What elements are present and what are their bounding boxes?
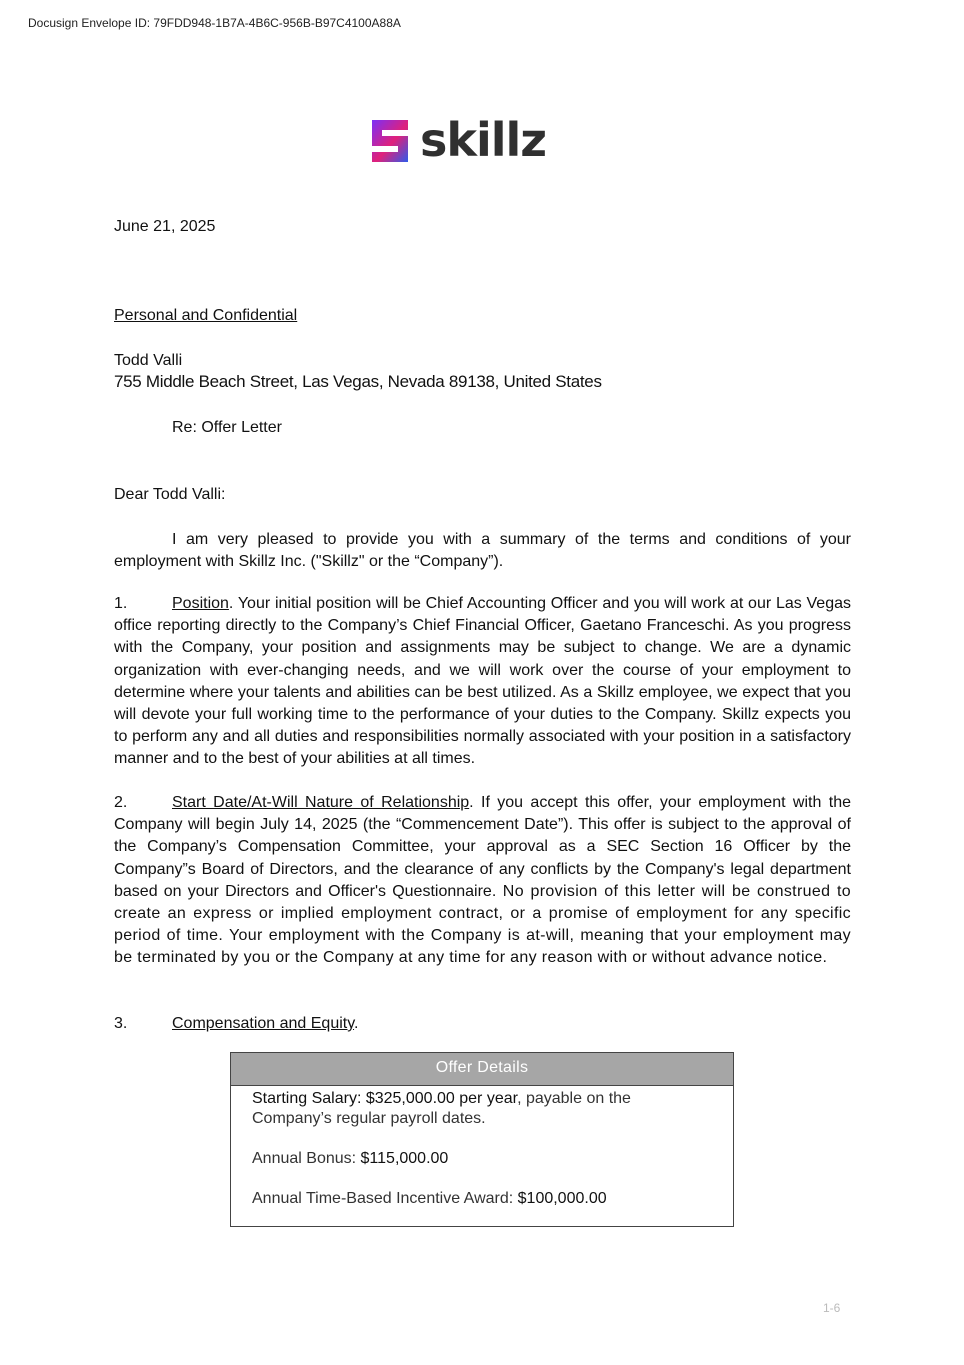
section-title: Compensation and Equity [172,1015,355,1032]
offer-details-body [231,1086,733,1209]
bonus-value: $115,000.00 [360,1150,449,1167]
skillz-logo-icon [368,114,596,166]
recipient-name: Todd Valli [114,352,183,369]
bonus-row [252,1149,713,1169]
section-body: . [354,1015,359,1032]
offer-details-header: Offer Details [231,1053,733,1086]
recipient-address: 755 Middle Beach Street, Las Vegas, Nevada 89138, United States [114,372,602,391]
letter-date: June 21, 2025 [114,218,216,235]
section-start-date [114,792,851,970]
confidential-heading: Personal and Confidential [114,307,298,324]
re-line: Re: Offer Letter [172,419,282,436]
section-body: . Your initial position will be Chief Accounting Officer and you will work at our Las Vegas office reporting directly to the Company’s Chief Financial Officer, Gaetano Franceschi. As you progress with the Company, your position and assignments may be subject to change. We are a dynamic organization with ever-changing needs, and we will work over the course of your employment to determine where your talents and abilities can be best utilized. As a Skillz employee, we expect that you will devote your full working time to the performance of your duties to the Company. Skillz expects you to perform any and all duties and responsibilities normally associated with your position in a satisfactory manner and to the best of your abilities at all times. [114,595,851,768]
intro-paragraph: I am very pleased to provide you with a summary of the terms and conditions of your employment with Skillz Inc. ("Skillz" or the “Company”). [114,531,851,571]
salary-label: Starting Salary: [252,1090,366,1107]
salary-value: $325,000.00 per year [365,1090,518,1107]
section-body: . If you accept this offer, your employment with the Company will begin July 14, 2025 (the “Commencement Date”). This offer is subject to the approval of the Company’s Compensation Committee, your approval as a SEC Section 16 Officer by the Company”s Board of Directors, and the clearance of any conflicts by the Company's legal department based on your Directors and Officer's Questionnaire. [114,794,851,900]
incentive-row [252,1189,713,1209]
incentive-value: $100,000.00 [517,1190,607,1207]
bonus-label: Annual Bonus: [252,1150,361,1167]
page-number: 1-6 [823,1301,841,1315]
section-title: Start Date/At-Will Nature of Relationship [172,794,470,811]
incentive-label: Annual Time-Based Incentive Award: [252,1190,518,1207]
logo-wordmark: skillz [420,114,547,166]
salutation: Dear Todd Valli: [114,486,226,503]
section-number: 1. [114,595,128,612]
salary-suffix: , payable on the Company’s regular payroll dates. [252,1090,631,1127]
salary-row [252,1089,713,1129]
envelope-id: Docusign Envelope ID: 79FDD948-1B7A-4B6C-956B-B97C4100A88A [28,16,401,30]
section-number: 3. [114,1015,128,1032]
section-number: 2. [114,794,128,811]
section-position [114,593,851,771]
offer-details-table [230,1052,734,1227]
section-title: Position [172,595,229,612]
skillz-logo [368,114,596,166]
section-body-continued: No provision of this letter will be construed to create an express or implied employment contract, or a promise of employment for any specific period of time. Your employment with the Company is at-will, meaning that your employment may be terminated by you or the Company at any time for any reason with or without advance notice. [114,882,851,967]
section-compensation [114,1013,851,1035]
